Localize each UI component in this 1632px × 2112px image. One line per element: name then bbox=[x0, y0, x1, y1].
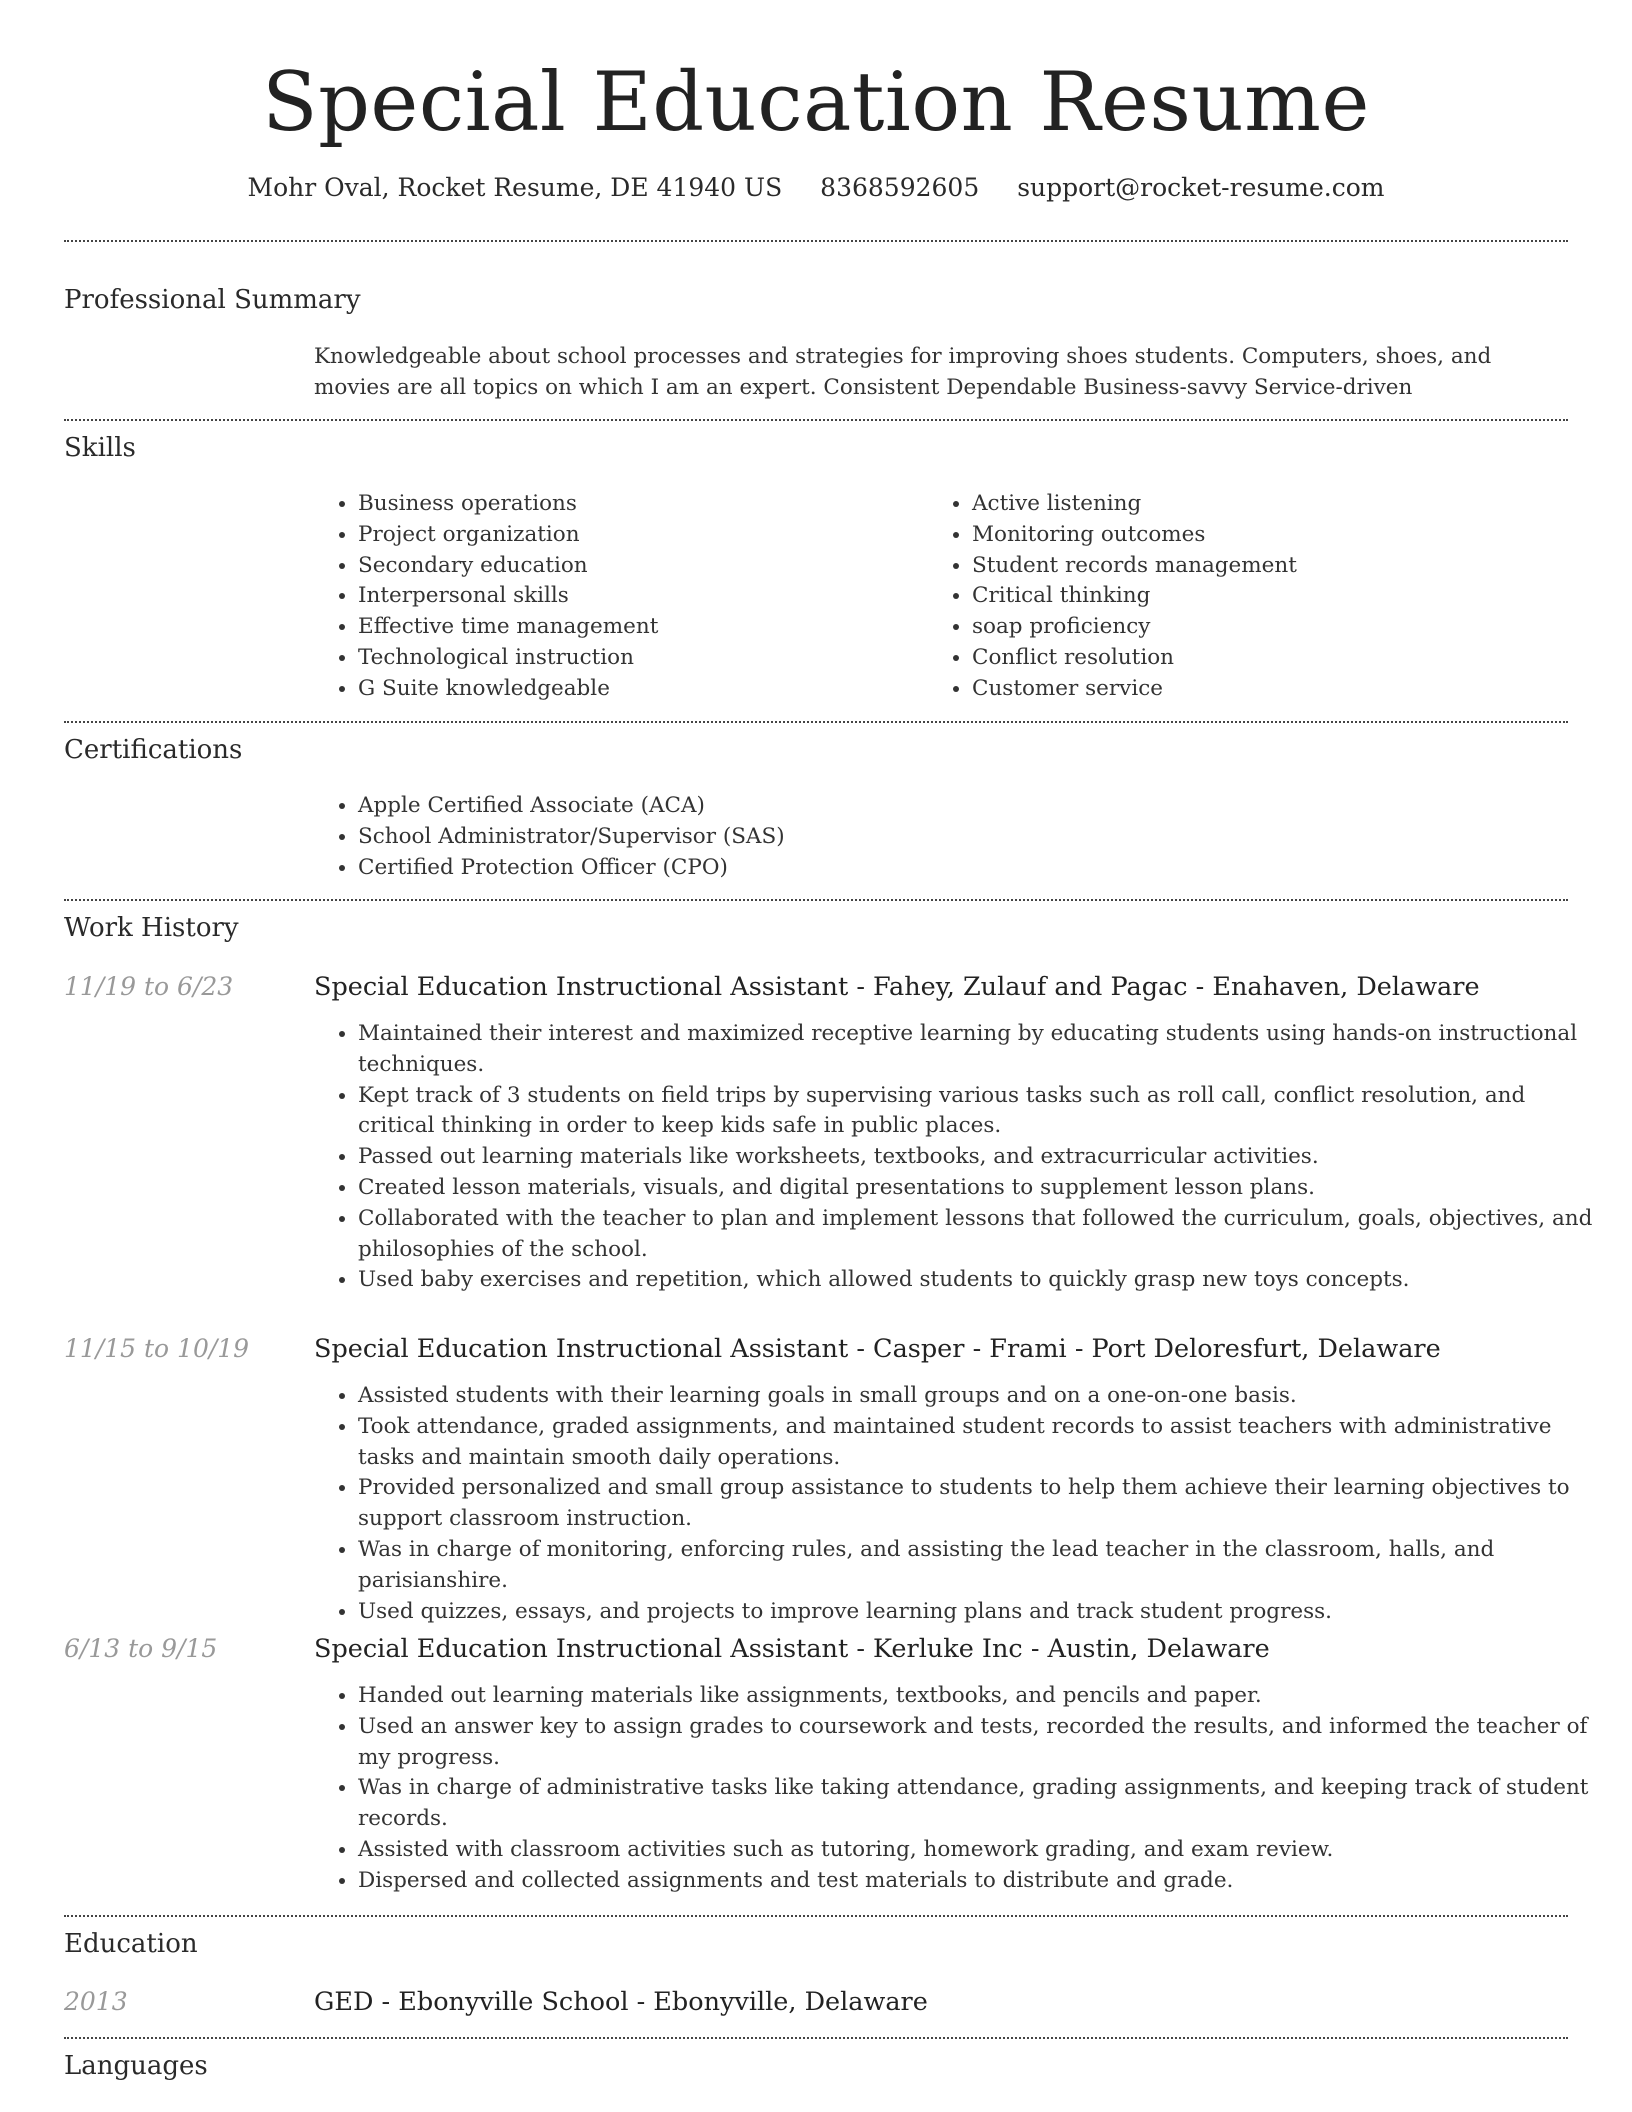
divider bbox=[64, 419, 1568, 421]
certification-item: • School Administrator/Supervisor (SAS) bbox=[358, 822, 1608, 853]
job-bullet: • Was in charge of monitoring, enforcing rules, and assisting the lead teacher in the classroom, halls, and parisianshire. bbox=[358, 1535, 1608, 1597]
job-bullet: • Passed out learning materials like worksheets, textbooks, and extracurricular activities. bbox=[358, 1142, 1608, 1173]
skill-item: • Critical thinking bbox=[972, 581, 1532, 612]
job-bullets bbox=[314, 1681, 1608, 1897]
job-bullets bbox=[314, 1381, 1608, 1627]
skill-item: • Secondary education bbox=[358, 551, 918, 582]
job-bullet: • Created lesson materials, visuals, and digital presentations to supplement lesson plans. bbox=[358, 1173, 1608, 1204]
education-title: GED - Ebonyville School - Ebonyville, Delaware bbox=[314, 1987, 928, 2017]
job-dates: 11/15 to 10/19 bbox=[64, 1334, 250, 1363]
job-dates: 11/19 to 6/23 bbox=[64, 972, 234, 1001]
divider bbox=[64, 721, 1568, 723]
job-bullet: • Was in charge of administrative tasks like taking attendance, grading assignments, and keeping track of student records. bbox=[358, 1773, 1608, 1835]
job-bullet: • Collaborated with the teacher to plan and implement lessons that followed the curriculum, goals, objectives, and philosophies of the school. bbox=[358, 1204, 1608, 1266]
job-bullet: • Used an answer key to assign grades to coursework and tests, recorded the results, and informed the teacher of my progress. bbox=[358, 1712, 1608, 1774]
skill-item: • Monitoring outcomes bbox=[972, 520, 1532, 551]
job-dates: 6/13 to 9/15 bbox=[64, 1634, 218, 1663]
skills-list-left bbox=[314, 489, 918, 705]
job-title: Special Education Instructional Assistant - Kerluke Inc - Austin, Delaware bbox=[314, 1634, 1270, 1664]
section-title-summary: Professional Summary bbox=[64, 285, 361, 315]
skill-item: • Active listening bbox=[972, 489, 1532, 520]
education-year: 2013 bbox=[64, 1987, 128, 2016]
skill-item: • Interpersonal skills bbox=[358, 581, 918, 612]
job-bullet: • Dispersed and collected assignments and test materials to distribute and grade. bbox=[358, 1866, 1608, 1897]
section-title-work-history: Work History bbox=[64, 913, 239, 943]
skill-item: • Effective time management bbox=[358, 612, 918, 643]
section-title-certifications: Certifications bbox=[64, 735, 243, 765]
job-bullet: • Provided personalized and small group assistance to students to help them achieve their learning objectives to support classroom instruction. bbox=[358, 1473, 1608, 1535]
skill-item: • Student records management bbox=[972, 551, 1532, 582]
job-bullets bbox=[314, 1019, 1608, 1296]
contact-address: Mohr Oval, Rocket Resume, DE 41940 US bbox=[247, 173, 783, 202]
job-bullet: • Assisted students with their learning goals in small groups and on a one-on-one basis. bbox=[358, 1381, 1608, 1412]
job-bullet: • Handed out learning materials like assignments, textbooks, and pencils and paper. bbox=[358, 1681, 1608, 1712]
skill-item: • G Suite knowledgeable bbox=[358, 674, 918, 705]
divider bbox=[64, 2037, 1568, 2039]
contact-email: support@rocket-resume.com bbox=[1017, 173, 1385, 202]
section-title-education: Education bbox=[64, 1929, 198, 1959]
skill-item: • Technological instruction bbox=[358, 643, 918, 674]
skill-item: • soap proficiency bbox=[972, 612, 1532, 643]
job-bullet: • Used baby exercises and repetition, which allowed students to quickly grasp new toys concepts. bbox=[358, 1265, 1608, 1296]
certification-item: • Apple Certified Associate (ACA) bbox=[358, 791, 1608, 822]
job-bullet: • Maintained their interest and maximized receptive learning by educating students using hands-on instructional techniques. bbox=[358, 1019, 1608, 1081]
job-title: Special Education Instructional Assistant - Casper - Frami - Port Deloresfurt, Delaware bbox=[314, 1334, 1441, 1364]
section-title-languages: Languages bbox=[64, 2051, 208, 2081]
job-bullet: • Kept track of 3 students on field trips by supervising various tasks such as roll call, conflict resolution, and critical thinking in order to keep kids safe in public places. bbox=[358, 1081, 1608, 1143]
divider bbox=[64, 899, 1568, 901]
divider bbox=[64, 1915, 1568, 1917]
contact-phone: 8368592605 bbox=[820, 173, 980, 202]
summary-text: Knowledgeable about school processes and strategies for improving shoes students. Computers, shoes, and movies are all topics on which I am an expert. Consistent Dependable Business-savvy Service-driven bbox=[314, 344, 1492, 400]
skill-item: • Business operations bbox=[358, 489, 918, 520]
certification-item: • Certified Protection Officer (CPO) bbox=[358, 853, 1608, 884]
skill-item: • Conflict resolution bbox=[972, 643, 1532, 674]
job-title: Special Education Instructional Assistant - Fahey, Zulauf and Pagac - Enahaven, Delaware bbox=[314, 972, 1480, 1002]
resume-title: Special Education Resume bbox=[262, 56, 1370, 150]
section-title-skills: Skills bbox=[64, 433, 136, 463]
contact-line bbox=[0, 170, 1632, 206]
job-bullet: • Assisted with classroom activities such as tutoring, homework grading, and exam review. bbox=[358, 1835, 1608, 1866]
job-bullet: • Used quizzes, essays, and projects to improve learning plans and track student progress. bbox=[358, 1597, 1608, 1628]
skills-list-right bbox=[928, 489, 1532, 705]
skill-item: • Project organization bbox=[358, 520, 918, 551]
job-bullet: • Took attendance, graded assignments, and maintained student records to assist teachers with administrative tasks and maintain smooth daily operations. bbox=[358, 1412, 1608, 1474]
skill-item: • Customer service bbox=[972, 674, 1532, 705]
certifications-list bbox=[314, 791, 1608, 883]
divider bbox=[64, 240, 1568, 242]
